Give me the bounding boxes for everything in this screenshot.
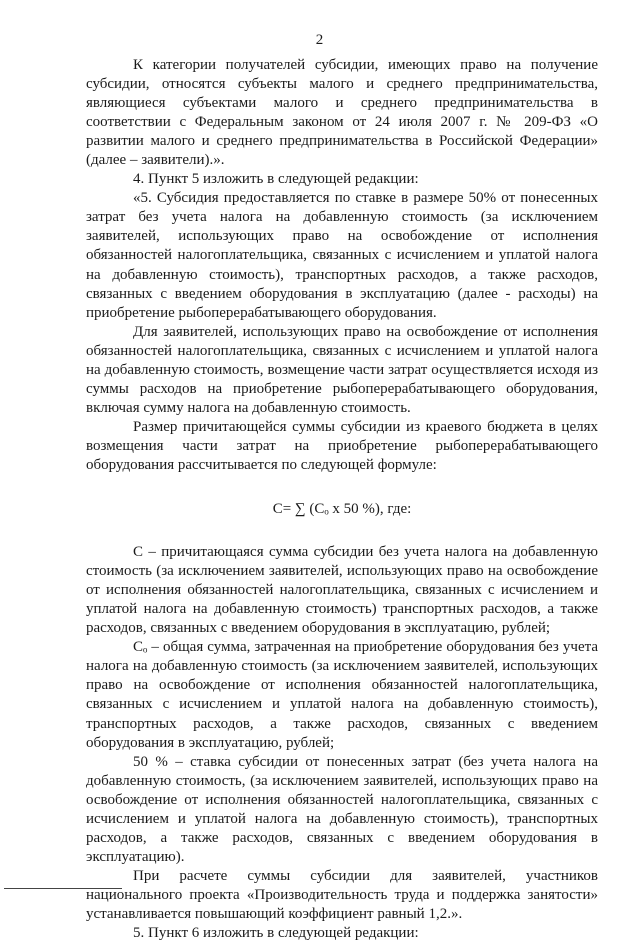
paragraph-subsidy-rate: «5. Субсидия предоставляется по ставке в размере 50% от понесенных затрат без учета налога на добавленную стоимость (за исключением заявителей, использующих право на освобождение от исполнения обязанностей налогоплательщика, связанных с исчислением и уплатой налога на добавленную стоимость), транспортных расходов, а также расходов, связанных с введением оборудования в эксплуатацию (далее - расходы) на приобретение рыбоперерабатывающего оборудования. (86, 190, 598, 321)
paragraph-vat-exempt-applicants: Для заявителей, использующих право на освобождение от исполнения обязанностей налогоплательщика, связанных с исчислением и уплатой налога на добавленную стоимость, возмещение части затрат осуществляется исходя из суммы расходов на приобретение рыбоперерабатывающего оборудования, включая сумму налога на добавленную стоимость. (86, 323, 598, 416)
definition-c0: Сₒ – общая сумма, затраченная на приобретение оборудования без учета налога на добавленную стоимость (за исключением заявителей, использующих право на освобождение от исполнения обязанностей налогоплательщика, связанных с исчислением и уплатой налога на добавленную стоимость), транспортных расходов, а также расходов, связанных с введением оборудования в эксплуатацию, рублей; (86, 639, 598, 751)
page-number: 2 (315, 32, 324, 48)
footnote-separator-line (4, 888, 122, 889)
paragraph-item-5-heading: 5. Пункт 6 изложить в следующей редакции: (133, 925, 419, 942)
paragraph-applicant-category: К категории получателей субсидии, имеющих право на получение субсидии, относятся субъекты малого и среднего предпринимательства, являющиеся субъектами малого и среднего предпринимательства в соответствии с Федеральным законом от 24 июля 2007 г. № 209-ФЗ «О развитии малого и среднего предпринимательства в Российской Федерации» (далее – заявители).». (86, 57, 598, 169)
subsidy-formula: С= ∑ (Сₒ х 50 %), где: (272, 501, 412, 518)
paragraph-item-4-heading: 4. Пункт 5 изложить в следующей редакции: (133, 171, 419, 188)
document-body (86, 56, 598, 943)
paragraph-coefficient: При расчете суммы субсидии для заявителей, участников национального проекта «Производительность труда и поддержка занятости» устанавливается повышающий коэффициент равный 1,2.». (86, 867, 598, 922)
definition-c: С – причитающаяся сумма субсидии без учета налога на добавленную стоимость (за исключением заявителей, использующих право на освобождение от исполнения обязанностей налогоплательщика, связанных с исчислением и уплатой налога на добавленную стоимость) транспортных расходов, а также расходов, связанных с введением оборудования в эксплуатацию, рублей; (86, 544, 598, 637)
paragraph-formula-intro: Размер причитающейся суммы субсидии из краевого бюджета в целях возмещения части затрат на приобретение рыбоперерабатывающего оборудования рассчитывается по следующей формуле: (86, 418, 598, 473)
definition-rate-50: 50 % – ставка субсидии от понесенных затрат (без учета налога на добавленную стоимость, (за исключением заявителей, использующих право на освобождение от исполнения обязанностей налогоплательщика, связанных с исчислением и уплатой налога на добавленную стоимость), транспортных расходов, а также расходов, связанных с введением оборудования в эксплуатацию). (86, 753, 598, 865)
